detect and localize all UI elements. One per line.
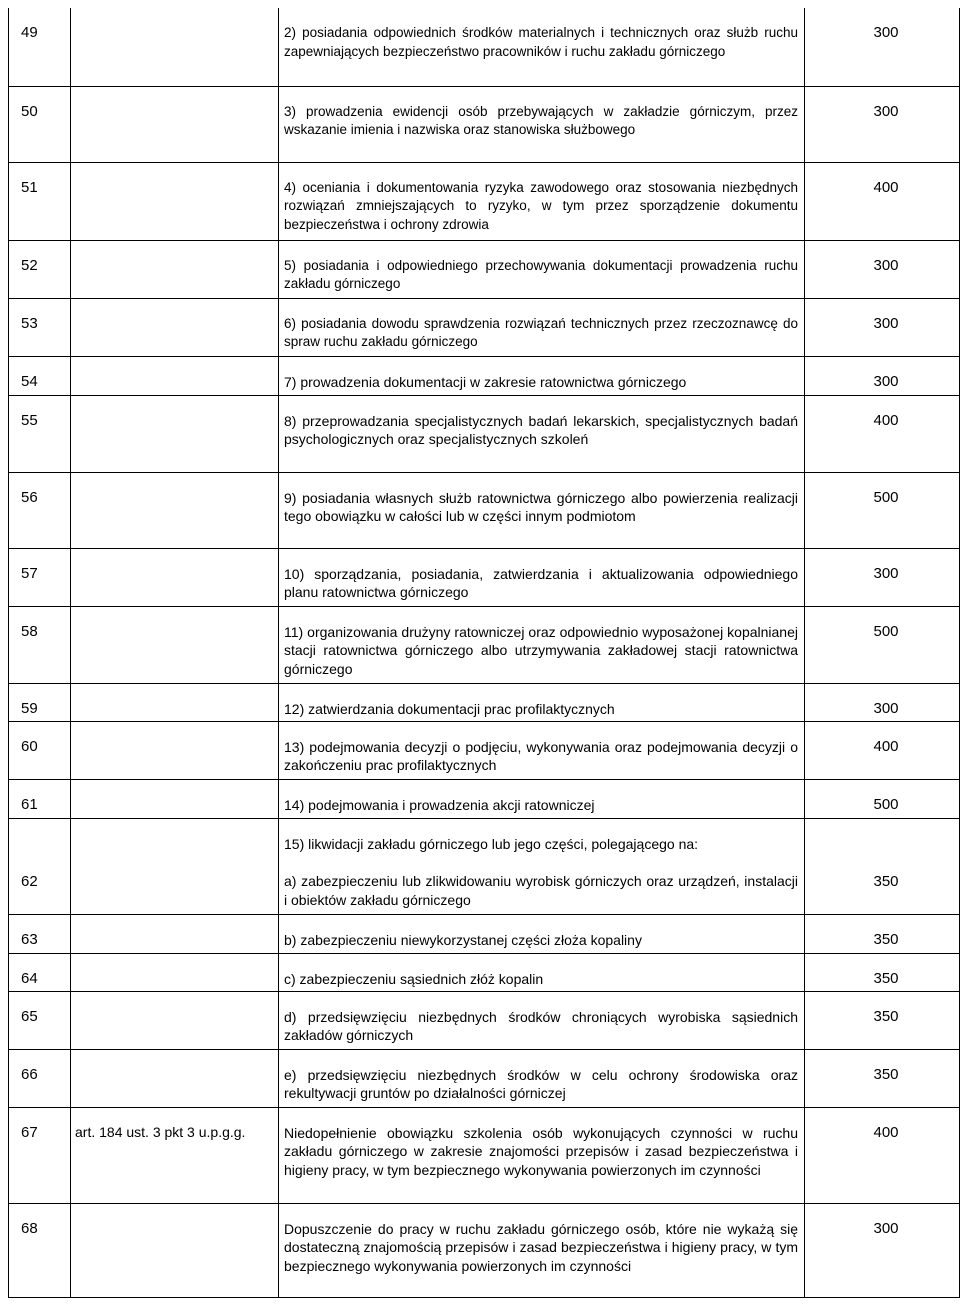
violation-description: 3) prowadzenia ewidencji osób przebywających w zakładzie górniczym, przez wskazanie imienia i nazwiska oraz stanowiska służbowego [279, 86, 805, 162]
row-number: 51 [9, 162, 71, 240]
table-row [9, 721, 960, 779]
row-number: 56 [9, 472, 71, 548]
legal-basis [71, 606, 279, 683]
table-row [9, 818, 960, 914]
table-row [9, 991, 960, 1049]
legal-basis [71, 683, 279, 721]
row-number: 58 [9, 606, 71, 683]
violation-description: 2) posiadania odpowiednich środków materialnych i technicznych oraz służb ruchu zapewniających bezpieczeństwo pracowników i ruchu zakładu górniczego [279, 8, 805, 86]
legal-basis [71, 914, 279, 953]
fine-amount-value: 500 [873, 622, 899, 640]
legal-basis [71, 818, 279, 914]
fine-amount-value: 300 [873, 256, 899, 274]
violation-description: b) zabezpieczeniu niewykorzystanej części złoża kopaliny [279, 914, 805, 953]
violation-description: 12) zatwierdzania dokumentacji prac profilaktycznych [279, 683, 805, 721]
legal-basis [71, 298, 279, 356]
row-number: 54 [9, 356, 71, 395]
row-number-value: 62 [21, 872, 38, 890]
fine-amount [805, 721, 960, 779]
table-row [9, 8, 960, 86]
table-row [9, 395, 960, 472]
violation-description: 6) posiadania dowodu sprawdzenia rozwiązań technicznych przez rzeczoznawcę do spraw ruchu zakładu górniczego [279, 298, 805, 356]
fine-amount [805, 779, 960, 818]
fine-amount [805, 606, 960, 683]
legal-basis [71, 1203, 279, 1297]
fine-amount [805, 991, 960, 1049]
legal-basis [71, 1049, 279, 1107]
row-number: 59 [9, 683, 71, 721]
violation-description: 11) organizowania drużyny ratowniczej oraz odpowiednio wyposażonej kopalnianej stacji ratownictwa górniczego albo utrzymywania zakładowej stacji ratownictwa górniczego [279, 606, 805, 683]
fine-amount [805, 240, 960, 298]
row-number: 57 [9, 548, 71, 606]
table-row [9, 779, 960, 818]
table-row [9, 606, 960, 683]
legal-basis [71, 395, 279, 472]
fine-amount-value: 300 [873, 102, 899, 120]
violation-description: c) zabezpieczeniu sąsiednich złóż kopalin [279, 953, 805, 991]
fine-amount [805, 356, 960, 395]
fine-amount-value: 500 [873, 488, 899, 506]
legal-basis [71, 356, 279, 395]
legal-basis [71, 991, 279, 1049]
fine-amount-value: 400 [873, 178, 899, 196]
table-row [9, 240, 960, 298]
table-row [9, 683, 960, 721]
table-row [9, 298, 960, 356]
fine-amount [805, 298, 960, 356]
row-number: 60 [9, 721, 71, 779]
fine-amount [805, 1049, 960, 1107]
table-row [9, 1107, 960, 1203]
violation-subitem: a) zabezpieczeniu lub zlikwidowaniu wyrobisk górniczych oraz urządzeń, instalacji i obiektów zakładu górniczego [284, 873, 798, 908]
fine-amount-value: 300 [873, 1219, 899, 1237]
row-number [9, 818, 71, 914]
table-row [9, 1049, 960, 1107]
violation-description: d) przedsięwzięciu niezbędnych środków chroniących wyrobiska sąsiednich zakładów górniczych [279, 991, 805, 1049]
row-number: 63 [9, 914, 71, 953]
fine-amount-value: 350 [873, 1007, 899, 1025]
violation-description: 8) przeprowadzania specjalistycznych badań lekarskich, specjalistycznych badań psychologicznych oraz specjalistycznych szkoleń [279, 395, 805, 472]
table-row [9, 86, 960, 162]
fine-amount [805, 1203, 960, 1297]
fine-amount [805, 683, 960, 721]
fine-amount-value: 300 [873, 314, 899, 332]
table-row [9, 1203, 960, 1297]
fine-amount-value: 400 [873, 1123, 899, 1141]
fine-amount-value: 300 [873, 564, 899, 582]
fine-amount-value: 350 [873, 969, 899, 987]
fine-amount [805, 86, 960, 162]
fine-amount [805, 953, 960, 991]
violation-description: Dopuszczenie do pracy w ruchu zakładu górniczego osób, które nie wykażą się dostateczną znajomością przepisów i zasad bezpieczeństwa i higieny pracy, w tym bezpiecznego wykonywania powierzonych im czynności [279, 1203, 805, 1297]
table-row [9, 953, 960, 991]
fine-amount-value: 300 [873, 372, 899, 390]
row-number: 61 [9, 779, 71, 818]
fine-amount-value: 350 [873, 1065, 899, 1083]
row-number: 65 [9, 991, 71, 1049]
fine-amount-value: 350 [873, 872, 899, 890]
fine-amount-value: 350 [873, 930, 899, 948]
fine-amount-value: 400 [873, 737, 899, 755]
fine-amount-value: 500 [873, 795, 899, 813]
legal-basis [71, 8, 279, 86]
fine-amount [805, 162, 960, 240]
legal-basis [71, 548, 279, 606]
violation-description: 14) podejmowania i prowadzenia akcji ratowniczej [279, 779, 805, 818]
fine-amount-value: 300 [873, 699, 899, 717]
fine-amount [805, 8, 960, 86]
penalty-table [8, 8, 960, 1298]
row-number: 50 [9, 86, 71, 162]
fine-amount [805, 472, 960, 548]
legal-basis: art. 184 ust. 3 pkt 3 u.p.g.g. [71, 1107, 279, 1203]
row-number: 67 [9, 1107, 71, 1203]
legal-basis [71, 86, 279, 162]
violation-description: 10) sporządzania, posiadania, zatwierdzania i aktualizowania odpowiedniego planu ratownictwa górniczego [279, 548, 805, 606]
legal-basis [71, 779, 279, 818]
violation-description: Niedopełnienie obowiązku szkolenia osób wykonujących czynności w ruchu zakładu górniczego w zakresie znajomości przepisów i zasad bezpieczeństwa i higieny pracy, w tym bezpiecznego wykonywania powierzonych im czynności [279, 1107, 805, 1203]
fine-amount [805, 548, 960, 606]
table-row [9, 548, 960, 606]
row-number: 53 [9, 298, 71, 356]
row-number: 49 [9, 8, 71, 86]
legal-basis [71, 162, 279, 240]
violation-description: 7) prowadzenia dokumentacji w zakresie ratownictwa górniczego [279, 356, 805, 395]
legal-basis [71, 721, 279, 779]
fine-amount [805, 914, 960, 953]
fine-amount [805, 1107, 960, 1203]
fine-amount-value: 300 [873, 24, 899, 41]
row-number: 64 [9, 953, 71, 991]
table-row [9, 914, 960, 953]
row-number: 68 [9, 1203, 71, 1297]
fine-amount [805, 395, 960, 472]
fine-amount-value: 400 [873, 411, 899, 429]
row-number: 52 [9, 240, 71, 298]
row-number: 55 [9, 395, 71, 472]
violation-description [279, 818, 805, 914]
row-number: 66 [9, 1049, 71, 1107]
legal-basis [71, 240, 279, 298]
table-row [9, 472, 960, 548]
violation-description: 13) podejmowania decyzji o podjęciu, wykonywania oraz podejmowania decyzji o zakończeniu prac profilaktycznych [279, 721, 805, 779]
legal-basis [71, 953, 279, 991]
violation-description: 4) oceniania i dokumentowania ryzyka zawodowego oraz stosowania niezbędnych rozwiązań zmniejszających to ryzyko, w tym przez sporządzenie dokumentu bezpieczeństwa i ochrony zdrowia [279, 162, 805, 240]
fine-amount [805, 818, 960, 914]
legal-basis [71, 472, 279, 548]
table-row [9, 162, 960, 240]
violation-description: 5) posiadania i odpowiedniego przechowywania dokumentacji prowadzenia ruchu zakładu górniczego [279, 240, 805, 298]
violation-description: 9) posiadania własnych służb ratownictwa górniczego albo powierzenia realizacji tego obowiązku w całości lub w części innym podmiotom [279, 472, 805, 548]
section-heading: 15) likwidacji zakładu górniczego lub jego części, polegającego na: [284, 835, 699, 852]
violation-description: e) przedsięwzięciu niezbędnych środków w celu ochrony środowiska oraz rekultywacji gruntów po działalności górniczej [279, 1049, 805, 1107]
table-row [9, 356, 960, 395]
